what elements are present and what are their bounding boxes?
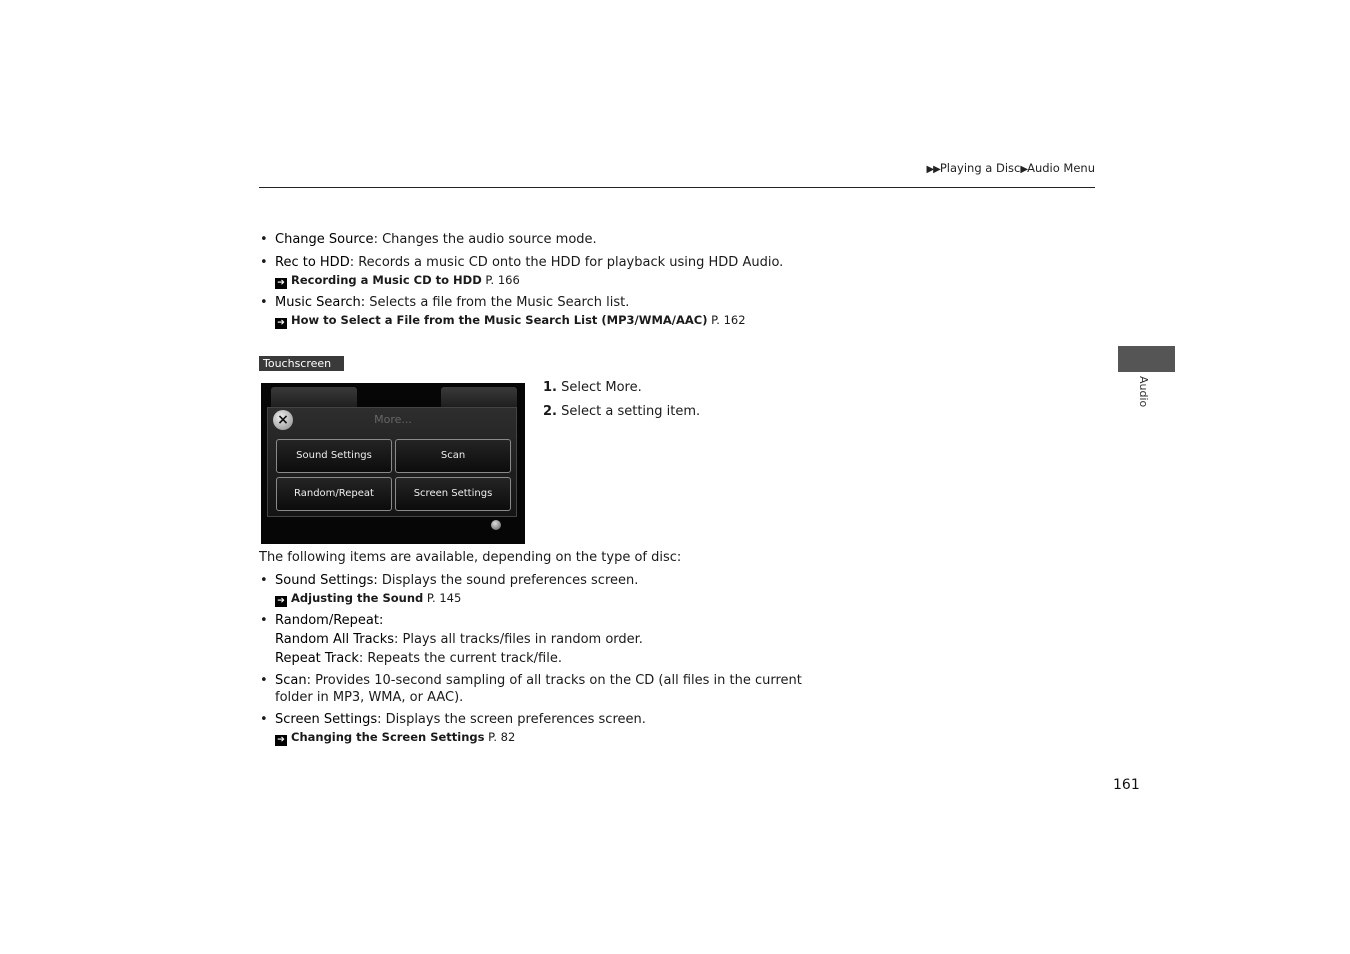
cross-reference-link[interactable] (275, 729, 819, 746)
step-list (543, 376, 700, 424)
step-text: Select (561, 380, 606, 395)
sub-item (275, 649, 819, 668)
cross-reference-link[interactable] (275, 312, 819, 329)
close-icon[interactable]: × (273, 410, 293, 430)
bullet-term: Change Source (275, 232, 374, 247)
breadcrumb (926, 161, 1095, 175)
screen-tab-right (441, 387, 517, 409)
bullet-term: Scan (275, 673, 307, 688)
bullet-term: Music Search: (275, 295, 366, 310)
bullet-desc: Displays the sound preferences screen. (377, 573, 639, 588)
menu-title: More... (374, 413, 412, 426)
step-number: 2. (543, 404, 557, 419)
bullet-desc: Selects a file from the Music Search list. (365, 295, 630, 310)
list-item (259, 230, 819, 249)
bullet-term: Rec to HDD (275, 255, 350, 270)
reference-page: P. 82 (488, 730, 516, 744)
bullet-desc-cont: folder in MP3, WMA, or AAC). (275, 690, 464, 705)
bullet-desc: : Changes the audio source mode. (373, 232, 597, 247)
reference-title: Recording a Music CD to HDD (291, 273, 482, 287)
scan-button[interactable]: Scan (395, 439, 511, 473)
sub-term: Random All Tracks (275, 632, 394, 647)
header-divider (259, 187, 1095, 188)
list-item (259, 611, 819, 668)
step-term: More (605, 380, 638, 395)
touchscreen-label: Touchscreen (259, 356, 344, 371)
bullet-desc: : Displays the screen preferences screen. (377, 712, 646, 727)
top-bullet-list (259, 230, 819, 333)
list-item (259, 253, 819, 289)
chapter-label: Audio (1137, 376, 1150, 408)
bullet-term: Random/Repeat: (275, 613, 384, 628)
step-end: . (637, 380, 642, 395)
reference-title: Changing the Screen Settings (291, 730, 485, 744)
reference-arrow-icon: ➔ (275, 278, 287, 289)
bullet-term: Sound Settings: (275, 573, 378, 588)
step-item (543, 376, 700, 400)
chapter-tab[interactable] (1118, 346, 1175, 372)
sub-desc: : Repeats the current track/file. (358, 651, 562, 666)
reference-arrow-icon: ➔ (275, 596, 287, 607)
breadcrumb-separator: ▶ (1020, 164, 1028, 175)
page-number: 161 (1113, 777, 1140, 793)
sub-item (275, 630, 819, 649)
reference-page: P. 162 (711, 313, 746, 327)
reference-arrow-icon: ➔ (275, 735, 287, 746)
reference-page: P. 166 (485, 273, 520, 287)
list-item (259, 672, 819, 706)
cross-reference-link[interactable] (275, 272, 819, 289)
sub-desc: : Plays all tracks/files in random order. (394, 632, 643, 647)
reference-page: P. 145 (426, 591, 462, 605)
breadcrumb-section[interactable]: Playing a Disc (939, 161, 1021, 175)
scroll-indicator-icon (491, 520, 501, 530)
screen-tab-left (271, 387, 357, 409)
breadcrumb-arrows: ▶▶ (926, 164, 940, 175)
bottom-bullet-list (259, 571, 819, 750)
reference-arrow-icon: ➔ (275, 318, 287, 329)
list-item (259, 293, 819, 329)
bullet-desc: : Provides 10-second sampling of all tracks on the CD (all files in the current (306, 673, 802, 688)
reference-title: Adjusting the Sound (291, 591, 424, 605)
step-item (543, 400, 700, 424)
intro-text: The following items are available, depending on the type of disc: (259, 550, 682, 565)
random-repeat-button[interactable]: Random/Repeat (276, 477, 392, 511)
device-screen-image (261, 383, 525, 544)
list-item (259, 710, 819, 746)
sub-term: Repeat Track (275, 651, 359, 666)
breadcrumb-page[interactable]: Audio Menu (1027, 161, 1095, 175)
bullet-term: Screen Settings (275, 712, 378, 727)
step-text: Select a setting item. (561, 404, 701, 419)
cross-reference-link[interactable] (275, 590, 819, 607)
reference-title: How to Select a File from the Music Search List (MP3/WMA/AAC) (291, 313, 708, 327)
list-item (259, 571, 819, 607)
bullet-desc: : Records a music CD onto the HDD for playback using HDD Audio. (349, 255, 784, 270)
step-number: 1. (543, 380, 557, 395)
screen-settings-button[interactable]: Screen Settings (395, 477, 511, 511)
sound-settings-button[interactable]: Sound Settings (276, 439, 392, 473)
